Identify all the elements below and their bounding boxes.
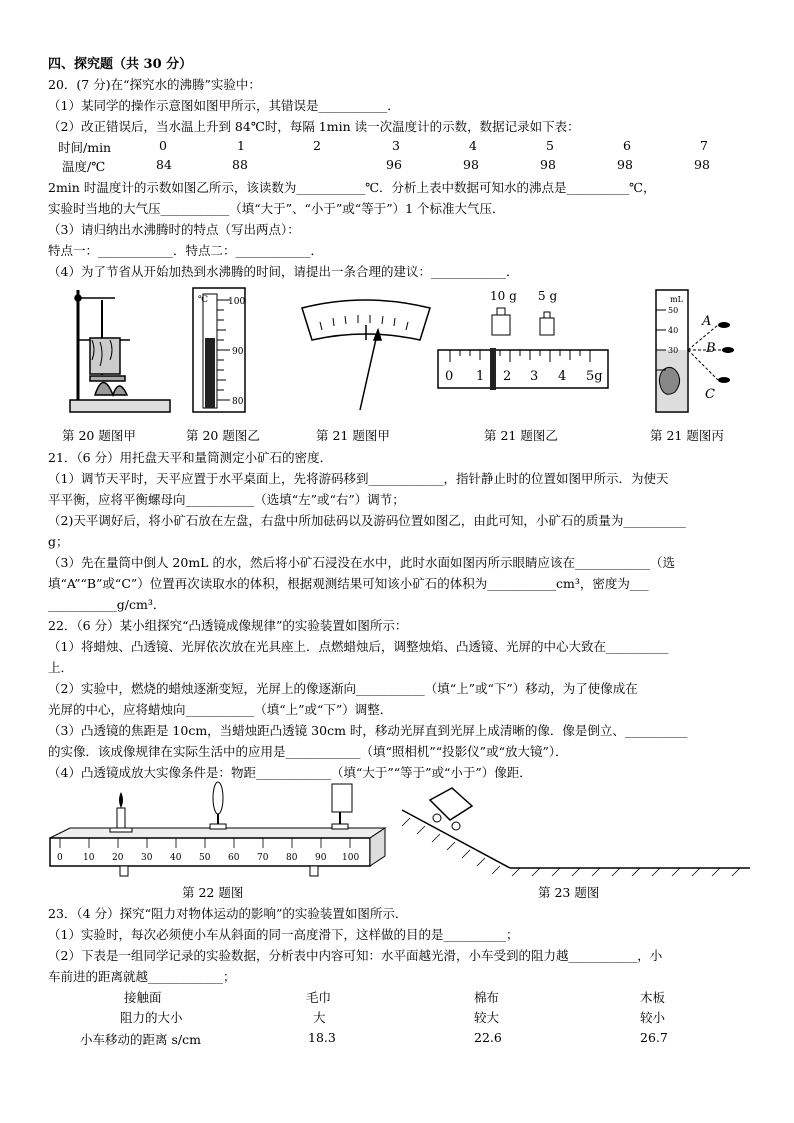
eye-position-label: C bbox=[705, 387, 715, 402]
q22-part4: 光屏的中心，应将蜡烛向___________（填“上”或“下”）调整． bbox=[48, 702, 393, 717]
scale-label: 1 bbox=[476, 369, 485, 384]
thermo-unit: ℃ bbox=[198, 295, 209, 305]
q21-intro: 21．（6 分）用托盘天平和量筒测定小矿石的密度． bbox=[48, 450, 333, 465]
q22-part6: 的实像．该成像规律在实际生活中的应用是____________（填“照相机”“投影仪”或“放大镜”）． bbox=[48, 744, 568, 759]
graduated-cylinder-figure bbox=[656, 290, 734, 412]
table-cell: 5 bbox=[546, 138, 554, 153]
q20-part7: （4）为了节省从开始加热到水沸腾的时间，请提出一条合理的建议：____________． bbox=[48, 264, 519, 279]
caption-21c: 第 21 题图丙 bbox=[650, 428, 724, 443]
bench-tick-label: 10 bbox=[83, 853, 95, 863]
q22-part2: 上． bbox=[48, 660, 74, 675]
scale-label: 3 bbox=[530, 369, 539, 384]
q23-part2: （2）下表是一组同学记录的实验数据，分析表中内容可知：水平面越光滑，小车受到的阻力越___________，小 bbox=[48, 948, 663, 963]
caption-20a: 第 20 题图甲 bbox=[62, 428, 136, 443]
eye-icons bbox=[718, 322, 734, 383]
table-cell: 1 bbox=[237, 138, 245, 153]
table-cell: 7 bbox=[700, 138, 708, 153]
boiling-apparatus-figure bbox=[70, 290, 170, 412]
table-cell: 26.7 bbox=[640, 1030, 668, 1045]
thermometer-figure bbox=[193, 288, 245, 412]
section-title: 四、探究题（共 30 分） bbox=[48, 57, 193, 72]
cylinder-tick: 40 bbox=[668, 326, 679, 335]
table-row-label: 小车移动的距离 s/cm bbox=[80, 1032, 201, 1047]
bench-tick-label: 60 bbox=[228, 853, 240, 863]
table-cell: 84 bbox=[156, 157, 172, 172]
caption-21b: 第 21 题图乙 bbox=[484, 428, 558, 443]
q20-part1: （1）某同学的操作示意图如图甲所示，其错误是___________． bbox=[48, 98, 400, 113]
bench-tick-label: 80 bbox=[286, 853, 298, 863]
table-row-label: 接触面 bbox=[124, 990, 162, 1005]
q22-part3: （2）实验中，燃烧的蜡烛逐渐变短，光屏上的像逐渐向___________（填“上”或“下”）移动，为了使像成在 bbox=[48, 681, 638, 696]
q20-part2: （2）改正错误后，当水温上升到 84℃时，每隔 1min 读一次温度计的示数，数据记录如下表： bbox=[48, 119, 580, 134]
table-cell: 98 bbox=[540, 157, 556, 172]
bench-tick-label: 20 bbox=[112, 853, 124, 863]
table-cell: 6 bbox=[623, 138, 631, 153]
q22-intro: 22．（6 分）某小组探究“凸透镜成像规律”的实验装置如图所示： bbox=[48, 618, 408, 633]
q20-part5: （3）请归纳出水沸腾时的特点（写出两点）： bbox=[48, 222, 300, 237]
table-cell: 2 bbox=[313, 138, 321, 153]
table-cell: 3 bbox=[392, 138, 400, 153]
eye-position-label: B bbox=[706, 341, 716, 356]
bench-tick-label: 0 bbox=[57, 853, 63, 863]
q20-part6: 特点一：____________．特点二：____________． bbox=[48, 243, 324, 258]
table-cell: 棉布 bbox=[474, 990, 500, 1005]
q21-part2: 平平衡，应将平衡螺母向___________（选填“左”或“右”）调节； bbox=[48, 492, 405, 507]
q23-part3: 车前进的距离就越____________； bbox=[48, 969, 236, 984]
figures-row-2 bbox=[40, 780, 760, 880]
bench-tick-label: 40 bbox=[170, 853, 182, 863]
q20-part3: 2min 时温度计的示数如图乙所示，该读数为___________℃．分析上表中数据可知水的沸点是__________℃， bbox=[48, 180, 656, 195]
incline-cart-figure bbox=[402, 788, 750, 876]
eye-position-label: A bbox=[702, 314, 712, 329]
q21-part3: （2)天平调好后，将小矿石放在左盘，右盘中所加砝码以及游码位置如图乙，由此可知，小矿石的质量为__________ bbox=[48, 513, 686, 528]
table-cell: 18.3 bbox=[308, 1030, 336, 1045]
table-cell: 大 bbox=[313, 1010, 326, 1025]
q21-part6: 填“A”“B”或“C”）位置再次读取水的体积，根据观测结果可知该小矿石的体积为___________cm³，密度为___ bbox=[48, 576, 649, 591]
caption-21a: 第 21 题图甲 bbox=[316, 428, 390, 443]
table-cell: 4 bbox=[469, 138, 477, 153]
caption-22: 第 22 题图 bbox=[182, 885, 244, 900]
q22-part5: （3）凸透镜的焦距是 10cm，当蜡烛距凸透镜 30cm 时，移动光屏直到光屏上成清晰的像．像是倒立、__________ bbox=[48, 723, 688, 738]
cylinder-unit: mL bbox=[670, 295, 683, 304]
table-cell: 较小 bbox=[640, 1010, 666, 1025]
optical-bench-figure bbox=[50, 782, 385, 876]
balance-dial-figure bbox=[302, 300, 430, 410]
scale-label: 5g bbox=[586, 369, 603, 384]
table-row-label: 阻力的大小 bbox=[120, 1010, 183, 1025]
weights-and-scale-figure bbox=[438, 289, 608, 390]
q20-part4: 实验时当地的大气压___________（填“大于”、“小于”或“等于”）1 个标准大气压． bbox=[48, 201, 505, 216]
table-cell: 98 bbox=[617, 157, 633, 172]
thermo-tick: 90 bbox=[232, 347, 244, 357]
thermo-tick: 100 bbox=[228, 297, 246, 307]
q22-part1: （1）将蜡烛、凸透镜、光屏依次放在光具座上．点燃蜡烛后，调整烛焰、凸透镜、光屏的中心大致在__________ bbox=[48, 639, 669, 654]
table-temp-label: 温度/℃ bbox=[62, 159, 106, 174]
table-cell: 0 bbox=[159, 138, 167, 153]
table-cell: 22.6 bbox=[474, 1030, 502, 1045]
q21-part1: （1）调节天平时，天平应置于水平桌面上，先将游码移到____________，指针静止时的位置如图甲所示．为使天 bbox=[48, 471, 669, 486]
bench-tick-label: 70 bbox=[257, 853, 269, 863]
scale-label: 0 bbox=[445, 369, 454, 384]
bench-tick-label: 100 bbox=[342, 853, 360, 863]
table-cell: 96 bbox=[386, 157, 402, 172]
weight-label-10g: 10 g bbox=[490, 289, 517, 303]
scale-label: 4 bbox=[558, 369, 567, 384]
table-cell: 98 bbox=[694, 157, 710, 172]
figures-row-1 bbox=[40, 280, 770, 430]
caption-20b: 第 20 题图乙 bbox=[186, 428, 260, 443]
table-cell: 木板 bbox=[640, 990, 666, 1005]
table-cell: 较大 bbox=[474, 1010, 500, 1025]
q21-part7: ___________g/cm³． bbox=[48, 597, 166, 612]
bench-tick-label: 30 bbox=[141, 853, 153, 863]
q21-part4: g； bbox=[48, 534, 69, 549]
bench-tick-label: 50 bbox=[199, 853, 211, 863]
weight-label-5g: 5 g bbox=[538, 289, 558, 303]
thermo-tick: 80 bbox=[232, 397, 244, 407]
table-cell: 88 bbox=[232, 157, 248, 172]
caption-23: 第 23 题图 bbox=[538, 885, 600, 900]
cylinder-tick: 50 bbox=[668, 306, 679, 315]
q23-part1: （1）实验时，每次必须使小车从斜面的同一高度滑下，这样做的目的是__________； bbox=[48, 927, 519, 942]
table-cell: 98 bbox=[463, 157, 479, 172]
q21-part5: （3）先在量筒中倒人 20mL 的水，然后将小矿石浸没在水中，此时水面如图丙所示眼睛应该在____________（选 bbox=[48, 555, 675, 570]
table-cell: 毛巾 bbox=[306, 990, 332, 1005]
scale-label: 2 bbox=[503, 369, 512, 384]
q22-part7: （4）凸透镜成放大实像条件是：物距____________（填“大于”“等于”或“小于”）像距． bbox=[48, 765, 532, 780]
table-time-label: 时间/min bbox=[58, 140, 112, 155]
cylinder-tick: 30 bbox=[668, 346, 679, 355]
bench-tick-label: 90 bbox=[315, 853, 327, 863]
q23-intro: 23．（4 分）探究“阻力对物体运动的影响”的实验装置如图所示． bbox=[48, 906, 408, 921]
q20-intro: 20．(7 分)在“探究水的沸腾”实验中： bbox=[48, 77, 261, 92]
